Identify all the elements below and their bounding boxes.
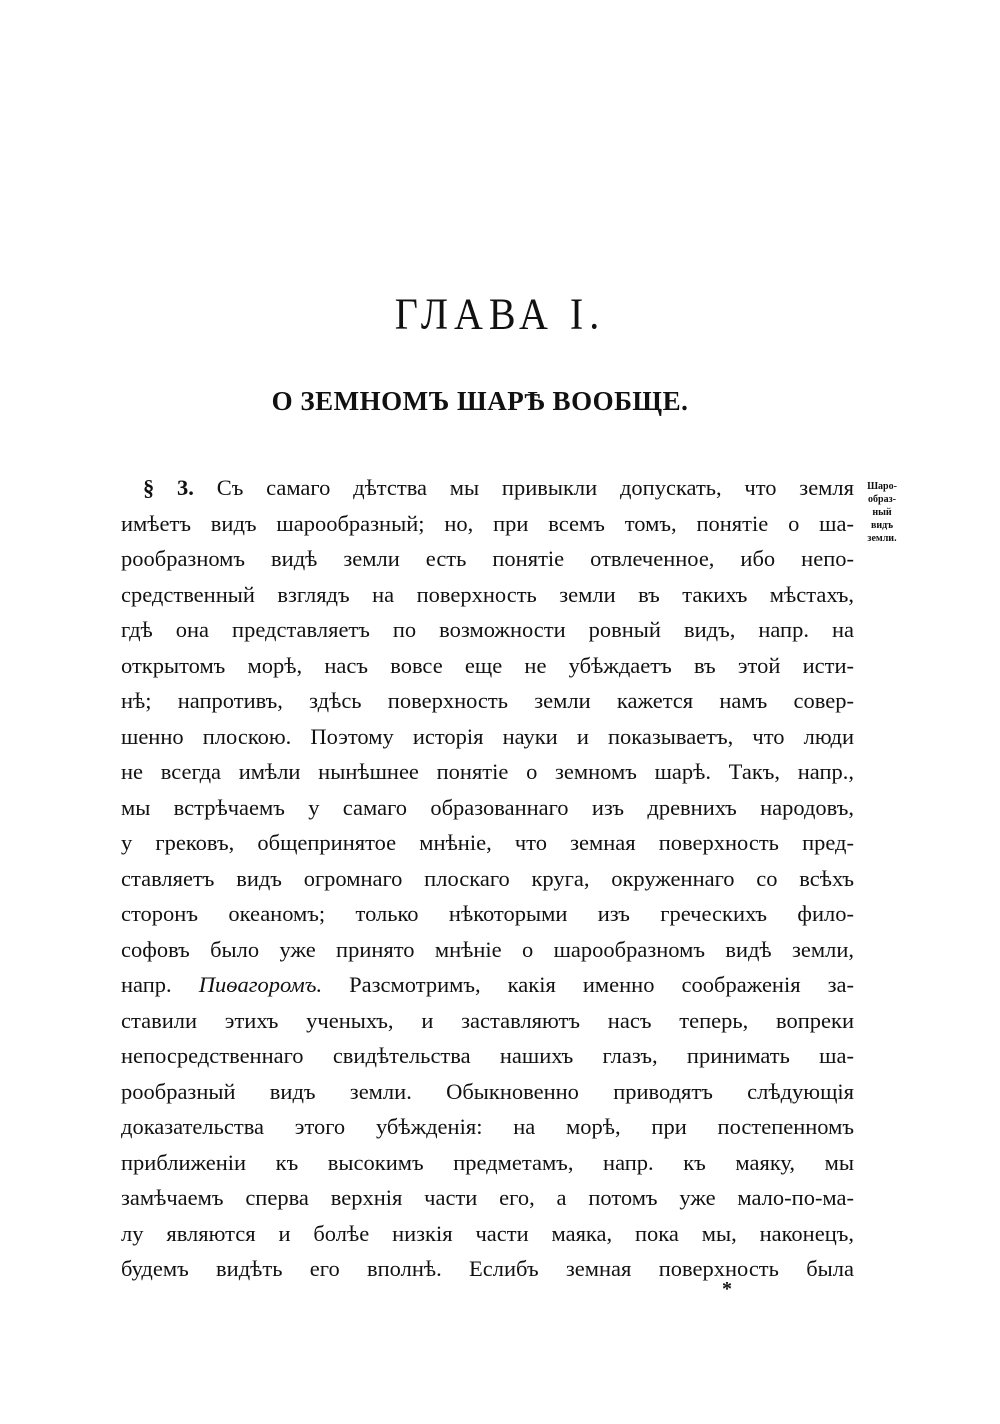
text-line: гдѣ она представляетъ по возможности ровный видъ, напр. на [121, 617, 854, 642]
text-line: замѣчаемъ сперва верхнія части его, а потомъ уже мало-по-ма- [121, 1185, 854, 1210]
text-line: непосредственнаго свидѣтельства нашихъ глазъ, принимать ша- [121, 1043, 854, 1068]
margin-note-line: ный [872, 507, 892, 518]
text-line: рообразный видъ земли. Обыкновенно приводятъ слѣдующія [121, 1078, 854, 1104]
margin-note-line: видъ [870, 520, 894, 531]
text-line: имѣетъ видъ шарообразный; но, при всемъ томъ, понятіе о ша- [121, 510, 854, 536]
text-line: § 3. Съ самаго дѣтства мы привыкли допускать, что земля [143, 475, 855, 500]
text-line: ставили этихъ ученыхъ, и заставляютъ насъ теперь, вопреки [121, 1007, 854, 1033]
text-line: средственный взглядъ на поверхность земли въ такихъ мѣстахъ, [121, 581, 854, 607]
text-line: ставляетъ видъ огромнаго плоскаго круга, окруженнаго со всѣхъ [121, 865, 854, 891]
margin-note-line: образ- [868, 494, 896, 505]
signature-mark: * [722, 1278, 732, 1300]
text-line: лу являются и болѣе низкія части маяка, пока мы, наконецъ, [121, 1220, 854, 1246]
section-mark: § 3. [143, 475, 194, 500]
text-line: доказательства этого убѣжденія: на морѣ, при постепенномъ [121, 1114, 854, 1139]
paragraph-body [121, 470, 854, 1287]
text-line: не всегда имѣли нынѣшнее понятіе о земномъ шарѣ. Такъ, напр., [121, 759, 854, 784]
text-line: сторонъ океаномъ; только нѣкоторыми изъ греческихъ фило- [121, 901, 854, 926]
text-line: напр. Пиѳагоромъ. Разсмотримъ, какія именно соображенія за- [121, 972, 855, 997]
name-pythagoras: Пиѳагоромъ. [198, 972, 323, 997]
margin-note-line: Шаро- [867, 481, 897, 492]
margin-note [856, 480, 908, 545]
chapter-subtitle: О ЗЕМНОМЪ ШАРѢ ВООБЩЕ. [271, 386, 689, 416]
margin-note-line: земли. [867, 533, 897, 544]
text-line: у грековъ, общепринятое мнѣніе, что земная поверхность пред- [121, 830, 854, 855]
chapter-title: ГЛАВА I. [394, 288, 606, 339]
text-line: приближеніи къ высокимъ предметамъ, напр. къ маяку, мы [121, 1149, 854, 1175]
text-line: нѣ; напротивъ, здѣсь поверхность земли кажется намъ совер- [121, 688, 854, 713]
text-line: мы встрѣчаемъ у самаго образованнаго изъ древнихъ народовъ, [121, 794, 854, 820]
text-line: шенно плоскою. Поэтому исторія науки и показываетъ, что люди [121, 723, 854, 749]
text-line: софовъ было уже принято мнѣніе о шарообразномъ видѣ земли, [121, 936, 854, 962]
text-line: будемъ видѣть его вполнѣ. Еслибъ земная поверхность была [121, 1256, 854, 1281]
text-line: открытомъ морѣ, насъ вовсе еще не убѣждаетъ въ этой исти- [121, 652, 854, 678]
text-line: рообразномъ видѣ земли есть понятіе отвлеченное, ибо непо- [121, 546, 854, 571]
